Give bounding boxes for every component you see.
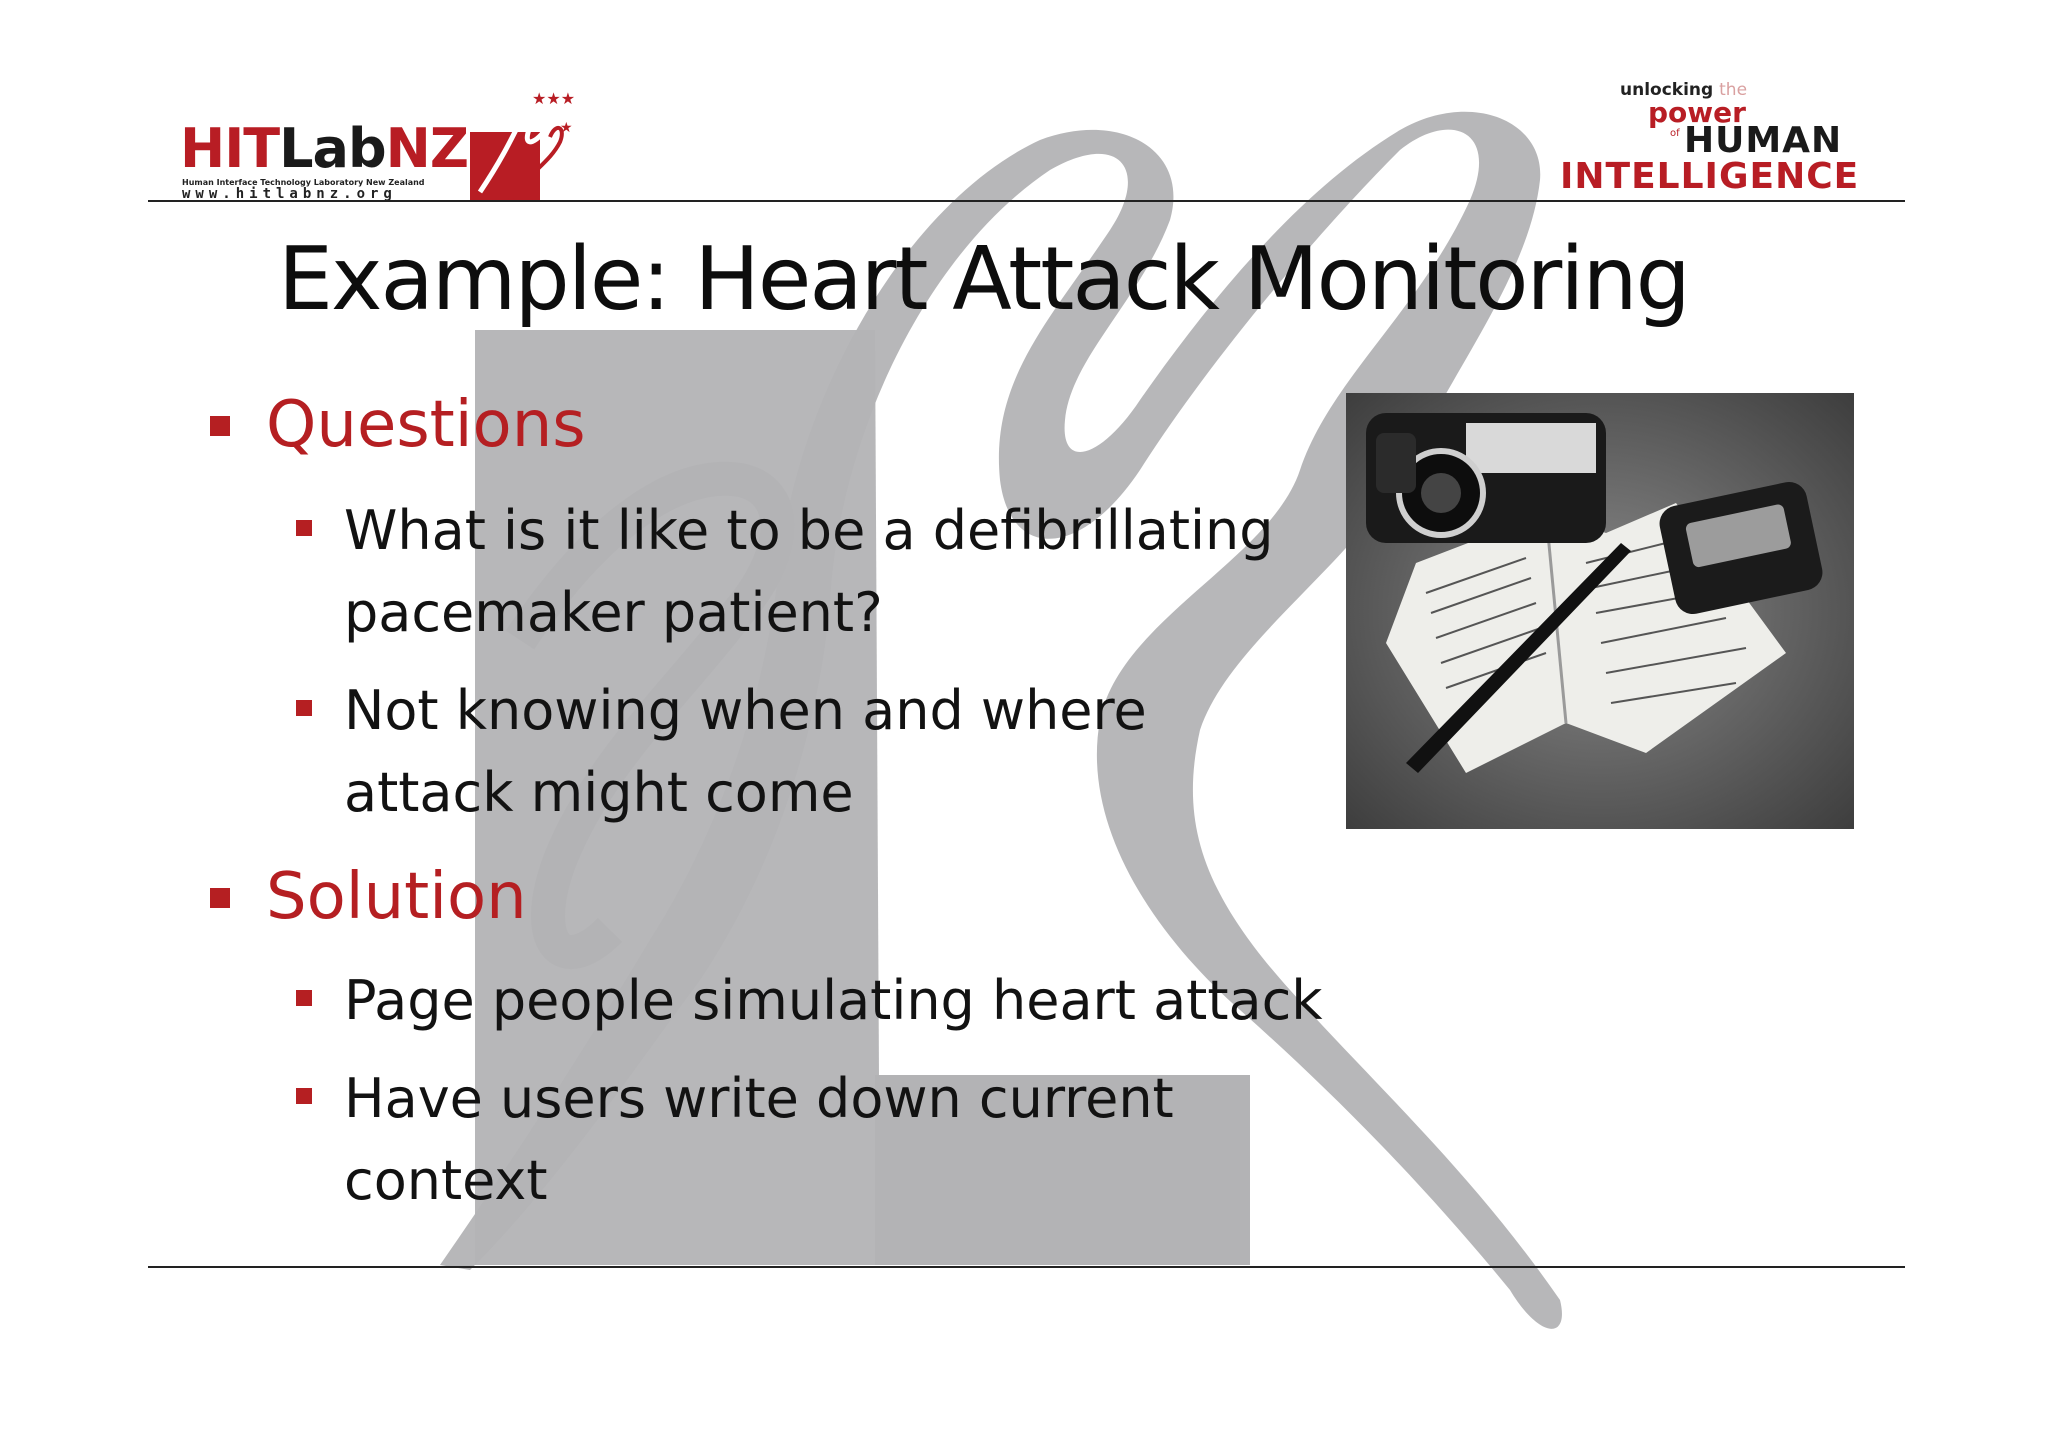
sub-bullet-square-icon bbox=[296, 520, 312, 536]
list-item-line: Page people simulating heart attack bbox=[344, 969, 1323, 1032]
sub-bullet-square-icon bbox=[296, 990, 312, 1006]
list-item-line: context bbox=[344, 1149, 548, 1212]
human-intelligence-logo bbox=[1560, 80, 1900, 200]
hitlabnz-logo bbox=[180, 82, 600, 200]
logo-nz-text: NZ bbox=[385, 117, 468, 180]
logo-wordmark bbox=[180, 117, 468, 180]
list-item-line: What is it like to be a defibrillating bbox=[344, 499, 1274, 562]
logo-tagline: Human Interface Technology Laboratory New Zealand bbox=[182, 178, 425, 187]
logo-unlocking-text: unlocking bbox=[1620, 80, 1714, 100]
logo-intelligence-text: INTELLIGENCE bbox=[1560, 156, 1860, 197]
logo-human-text: HUMAN bbox=[1684, 120, 1843, 161]
list-item-line: pacemaker patient? bbox=[344, 581, 883, 644]
logo-of-text: of bbox=[1670, 128, 1680, 139]
svg-text:★★★: ★★★ bbox=[532, 89, 576, 108]
logo-power-text: power bbox=[1648, 96, 1746, 129]
list-item bbox=[344, 1058, 1344, 1222]
logo-figure-stars-icon bbox=[470, 82, 600, 200]
logo-url: www.hitlabnz.org bbox=[182, 186, 397, 202]
camera-notebook-pager-photo bbox=[1346, 393, 1854, 829]
bullet-square-icon bbox=[210, 416, 230, 436]
section-heading-solution: Solution bbox=[266, 860, 527, 934]
logo-lab-text: Lab bbox=[279, 117, 386, 180]
logo-hit-text: HIT bbox=[180, 117, 280, 180]
list-item bbox=[344, 960, 1344, 1042]
footer-rule bbox=[148, 1266, 1905, 1268]
list-item-line: attack might come bbox=[344, 761, 854, 824]
sub-bullet-square-icon bbox=[296, 700, 312, 716]
logo-the-text: the bbox=[1719, 80, 1748, 100]
bullet-square-icon bbox=[210, 888, 230, 908]
header-rule bbox=[148, 200, 1905, 202]
list-item bbox=[344, 490, 1344, 654]
slide-title: Example: Heart Attack Monitoring bbox=[278, 228, 1689, 330]
sub-bullet-square-icon bbox=[296, 1088, 312, 1104]
list-item-line: Have users write down current bbox=[344, 1067, 1174, 1130]
photo-illustration-icon bbox=[1346, 393, 1854, 829]
section-heading-questions: Questions bbox=[266, 388, 586, 462]
svg-text:★: ★ bbox=[560, 120, 573, 136]
list-item bbox=[344, 670, 1344, 834]
list-item-line: Not knowing when and where bbox=[344, 679, 1147, 742]
